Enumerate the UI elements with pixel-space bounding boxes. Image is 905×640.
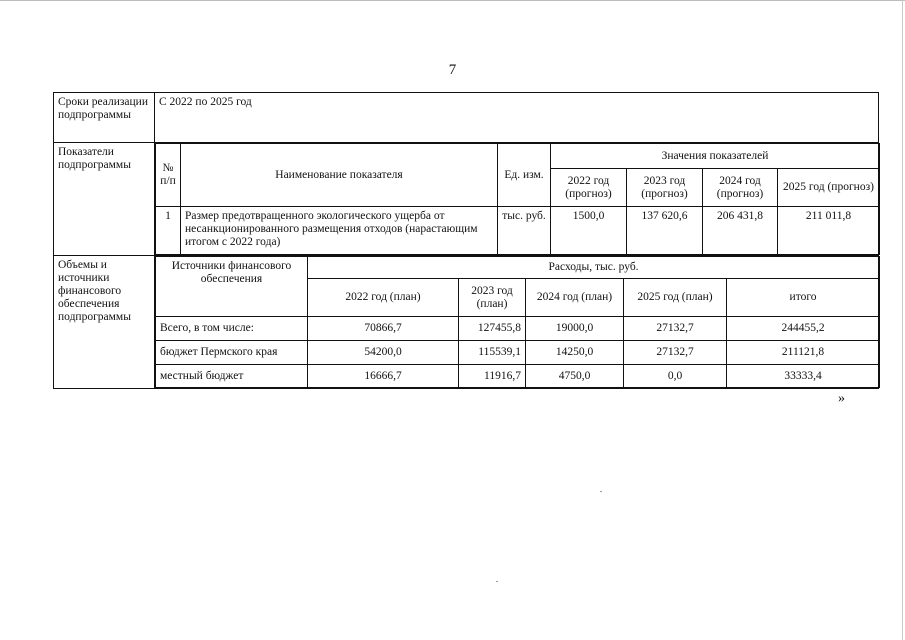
scan-speck (600, 491, 602, 492)
expenses-header: Расходы, тыс. руб. (308, 257, 880, 279)
amount-2022: 16666,7 (308, 365, 459, 388)
period-row (54, 93, 879, 143)
amount-2022: 70866,7 (308, 317, 459, 341)
unit-header: Ед. изм. (498, 144, 551, 207)
indicator-value-2023: 137 620,6 (627, 207, 703, 255)
plan-header-2025: 2025 год (план) (624, 279, 727, 317)
indicator-unit: тыс. руб. (498, 207, 551, 255)
indicator-row (156, 207, 880, 255)
source-label: Всего, в том числе: (156, 317, 308, 341)
amount-2024: 14250,0 (526, 341, 624, 365)
amount-2025: 27132,7 (624, 341, 727, 365)
amount-total: 211121,8 (727, 341, 880, 365)
amount-2023: 11916,7 (459, 365, 526, 388)
plan-header-2022: 2022 год (план) (308, 279, 459, 317)
indicator-value-2025: 211 011,8 (778, 207, 880, 255)
passport-table (53, 92, 879, 389)
indicators-row (54, 143, 879, 256)
num-header: № п/п (156, 144, 181, 207)
indicator-num: 1 (156, 207, 181, 255)
indicators-table (155, 143, 880, 255)
total-header: итого (727, 279, 880, 317)
plan-header-2024: 2024 год (план) (526, 279, 624, 317)
indicator-value-2024: 206 431,8 (703, 207, 778, 255)
financing-label: Объемы и источники финансового обеспечения подпрограммы (54, 256, 155, 389)
indicator-value-2022: 1500,0 (551, 207, 627, 255)
amount-total: 33333,4 (727, 365, 880, 388)
year-header-2023: 2023 год (прогноз) (627, 169, 703, 207)
amount-2025: 0,0 (624, 365, 727, 388)
indicator-name: Размер предотвращенного экологического ущерба от несанкционированного размещения отходов (нарастающим итогом с 2022 года) (181, 207, 498, 255)
financing-local-row (156, 365, 880, 388)
amount-2023: 115539,1 (459, 341, 526, 365)
page-number: 7 (448, 62, 457, 78)
amount-2024: 19000,0 (526, 317, 624, 341)
name-header: Наименование показателя (181, 144, 498, 207)
period-value: С 2022 по 2025 год (155, 93, 879, 143)
source-header: Источники финансового обеспечения (156, 257, 308, 317)
amount-2022: 54200,0 (308, 341, 459, 365)
financing-row (54, 256, 879, 389)
year-header-2024: 2024 год (прогноз) (703, 169, 778, 207)
amount-total: 244455,2 (727, 317, 880, 341)
year-header-2025: 2025 год (прогноз) (778, 169, 880, 207)
year-header-2022: 2022 год (прогноз) (551, 169, 627, 207)
financing-total-row (156, 317, 880, 341)
scan-edge-top (0, 0, 905, 1)
indicators-label: Показатели подпрограммы (54, 143, 155, 256)
period-label: Сроки реализации подпрограммы (54, 93, 155, 143)
financing-regional-row (156, 341, 880, 365)
source-label: местный бюджет (156, 365, 308, 388)
amount-2024: 4750,0 (526, 365, 624, 388)
plan-header-2023: 2023 год (план) (459, 279, 526, 317)
closing-quote: » (838, 391, 845, 406)
amount-2025: 27132,7 (624, 317, 727, 341)
amount-2023: 127455,8 (459, 317, 526, 341)
values-header: Значения показателей (551, 144, 880, 169)
scan-edge-right (902, 0, 903, 640)
source-label: бюджет Пермского края (156, 341, 308, 365)
financing-table (155, 256, 880, 388)
scan-speck (496, 581, 498, 582)
